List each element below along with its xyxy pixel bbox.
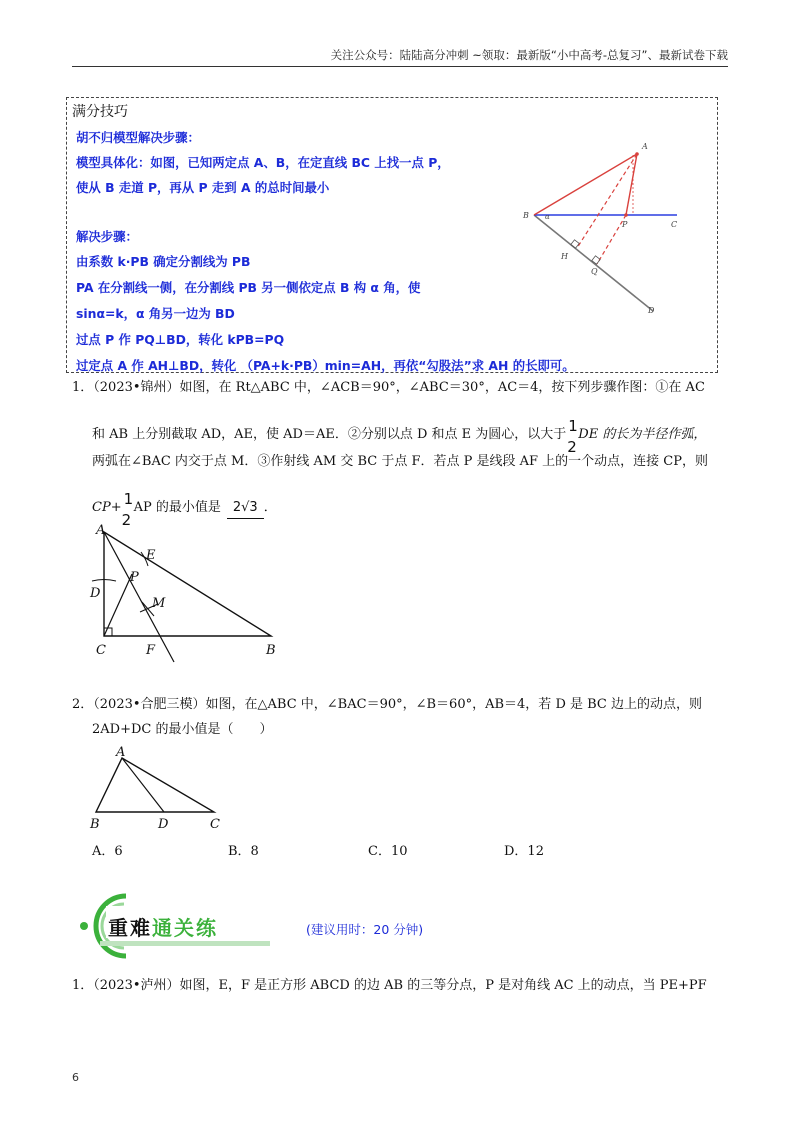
tip-line: sinα=k，α 角另一边为 BD — [76, 306, 235, 321]
label-c: C — [671, 220, 678, 229]
label-p: P — [622, 220, 628, 229]
label-f: F — [146, 643, 156, 658]
fraction-denominator: 2 — [121, 511, 132, 529]
q1-expression: CP+ — [92, 500, 122, 515]
label-d: D — [158, 817, 169, 832]
q1-line-4-end: ． — [263, 500, 277, 515]
tip-line: 过点 P 作 PQ⊥BD，转化 kPB=PQ — [76, 332, 285, 347]
label-m: M — [152, 596, 166, 611]
label-h: H — [561, 252, 568, 261]
q2-line-2: 2AD+DC 的最小值是（ ） — [92, 722, 273, 737]
right-angle-h — [571, 240, 579, 248]
page-header: 关注公众号：陆陆高分冲刺 ~领取：最新版“小中高考-总复习”、最新试卷下载 — [330, 48, 728, 62]
section-title-part-1: 重难 — [108, 916, 152, 940]
segment-ad — [122, 758, 164, 812]
section-title — [108, 912, 218, 941]
section-title-part-2: 通关练 — [152, 916, 218, 940]
q1-line-2-rest: DE 的长为半径作弧， — [578, 427, 707, 442]
label-alpha: α — [545, 213, 550, 221]
q1-line-4-mid: AP 的最小值是 — [133, 500, 221, 515]
badge-dot — [80, 922, 88, 930]
fraction-numerator: 1 — [123, 490, 134, 508]
point-p — [624, 213, 628, 217]
label-b: B — [523, 211, 529, 220]
section-subtitle: (建议用时：20 分钟) — [306, 922, 424, 937]
tip-line: PA 在分割线一侧，在分割线 PB 另一侧依定点 B 构 α 角，使 — [76, 280, 421, 295]
label-c: C — [210, 817, 220, 832]
label-p: P — [130, 570, 139, 585]
point-a — [635, 152, 639, 156]
q2-line-1: 2．（2023•合肥三模）如图，在△ABC 中，∠BAC＝90°，∠B＝60°，AB＝4，若 D 是 BC 边上的动点，则 — [72, 697, 702, 712]
label-a: A — [642, 142, 648, 151]
q2-option-b: B．8 — [228, 844, 259, 859]
tip-line: 解决步骤： — [76, 229, 138, 244]
tip-line: 模型具体化：如图，已知两定点 A、B，在定直线 BC 上找一点 P， — [76, 155, 450, 170]
label-b: B — [266, 643, 276, 658]
q2-triangle-figure — [86, 744, 226, 832]
q1-answer: 2√3 — [232, 500, 258, 515]
q1-answer-blank — [227, 498, 264, 519]
q2-option-d: D．12 — [504, 844, 544, 859]
label-c: C — [96, 643, 106, 658]
q2-option-a: A．6 — [92, 844, 123, 859]
segment-cp — [104, 574, 132, 636]
q1-line-4 — [92, 490, 277, 529]
q1-line-3: 两弧在∠BAC 内交于点 M．③作射线 AM 交 BC 于点 F．若点 P 是线段 AF 上的一个动点，连接 CP，则 — [92, 454, 708, 469]
q2-option-c: C．10 — [368, 844, 408, 859]
hubugui-model-diagram — [515, 135, 715, 320]
tip-line: 使从 B 走道 P，再从 P 走到 A 的总时间最小 — [76, 180, 330, 195]
label-d: D — [90, 586, 101, 601]
header-rule — [72, 66, 728, 67]
ray-bd — [534, 215, 653, 311]
label-e: E — [146, 548, 156, 563]
q1-line-1: 1．（2023•锦州）如图，在 Rt△ABC 中，∠ACB＝90°，∠ABC＝30°，AC＝4，按下列步骤作图：①在 AC — [72, 380, 705, 395]
tips-title: 满分技巧 — [72, 104, 128, 120]
fraction-denominator: 2 — [567, 438, 577, 456]
q1-line-2 — [92, 417, 707, 456]
tip-line: 胡不归模型解决步骤： — [76, 130, 200, 145]
fraction-numerator: 1 — [568, 417, 578, 435]
label-d: D — [648, 306, 655, 315]
q3-line-1: 1．（2023•泸州）如图，E，F 是正方形 ABCD 的边 AB 的三等分点，P 是对角线 AC 上的动点，当 PE+PF — [72, 978, 707, 993]
label-q: Q — [591, 267, 598, 276]
label-a: A — [116, 745, 126, 760]
tip-line: 过定点 A 作 AH⊥BD，转化 （PA+k·PB）min=AH，再依“勾股法”求 AH 的长即可。 — [76, 358, 575, 373]
tip-line: 由系数 k·PB 确定分割线为 PB — [76, 254, 251, 269]
label-a: A — [96, 524, 106, 538]
label-b: B — [90, 817, 100, 832]
q1-triangle-figure — [86, 524, 291, 664]
triangle-abc — [96, 758, 214, 812]
segment-ba — [534, 154, 637, 215]
page-number: 6 — [72, 1071, 79, 1084]
q1-line-2-text: 和 AB 上分别截取 AD，AE，使 AD＝AE．②分别以点 D 和点 E 为圆心，以大于 — [92, 427, 567, 442]
badge-underline — [100, 941, 270, 946]
